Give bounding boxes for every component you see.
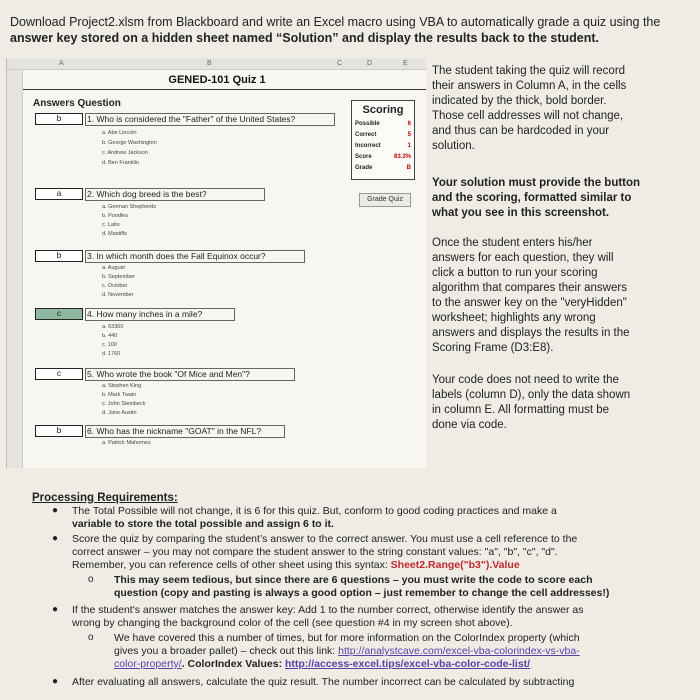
col-b-header: B xyxy=(207,60,212,67)
score-value: 5 xyxy=(407,132,411,138)
text-line: answers and displays the results in the xyxy=(432,327,630,339)
choice-1c: c. Andrew Jackson xyxy=(102,150,148,156)
score-value: B xyxy=(406,165,411,171)
score-label: Grade xyxy=(355,165,373,171)
text-line: labels (column D), only the data shown xyxy=(432,389,631,401)
score-row-score xyxy=(355,154,413,160)
circle-bullet-icon: o xyxy=(88,574,94,585)
req-2-sub xyxy=(114,574,609,600)
score-row-grade xyxy=(355,165,413,171)
row-numbers xyxy=(7,70,23,468)
text-line xyxy=(72,559,577,572)
question-5: 5. Who wrote the book "Of Mice and Men"? xyxy=(87,369,250,379)
scoring-frame xyxy=(351,100,415,180)
score-value: 1 xyxy=(407,143,411,149)
choice-3d: d. November xyxy=(102,292,134,298)
text-line: done via code. xyxy=(432,419,507,431)
choice-5c: c. John Steinbeck xyxy=(102,401,146,407)
text-line: solution. xyxy=(432,140,475,152)
intro-line-1: Download Project2.xlsm from Blackboard and write an Excel macro using VBA to automatically grade a quiz using the xyxy=(10,15,661,29)
text-line: correct answer – you may not compare the student answer to the string constant values: "a", "b", "c", "d". xyxy=(72,546,558,558)
score-row-incorrect xyxy=(355,143,413,149)
answer-cell-3[interactable]: b xyxy=(35,250,83,262)
text-line: their answers in Column A, in the cells xyxy=(432,80,627,92)
text-line: The student taking the quiz will record xyxy=(432,65,626,77)
req-3 xyxy=(72,604,584,630)
text-line xyxy=(114,645,580,658)
instructions-p3 xyxy=(432,236,682,356)
choice-5b: b. Mark Twain xyxy=(102,392,137,398)
text-line: Scoring Frame (D3:E8). xyxy=(432,342,554,354)
req-1 xyxy=(72,505,557,531)
text-line: Your solution must provide the button xyxy=(432,177,641,189)
instructions-p1 xyxy=(432,64,682,154)
code-snippet: Sheet2.Range("b3").Value xyxy=(390,559,520,571)
choice-2d: d. Mastiffs xyxy=(102,231,127,237)
text-line: question (copy and pasting is always a good option – just remember to change the cell addresses!) xyxy=(114,587,610,599)
choice-1d: d. Ben Franklin xyxy=(102,160,139,166)
instructions-p2 xyxy=(432,176,682,221)
spreadsheet xyxy=(6,58,426,468)
answer-cell-2[interactable]: a xyxy=(35,188,83,200)
grade-quiz-button[interactable]: Grade Quiz xyxy=(359,193,411,207)
text-line: This may seem tedious, but since there are 6 questions – you must write the code to score each xyxy=(114,574,593,586)
bullet-icon: ● xyxy=(52,604,59,615)
question-6: 6. Who has the nickname "GOAT" in the NFL? xyxy=(87,426,262,436)
text-span: gives you a broader pallet) – check out this link: xyxy=(114,645,339,657)
text-line: worksheet; highlights any wrong xyxy=(432,312,596,324)
text-line: in column E. All formatting must be xyxy=(432,404,610,416)
quiz-title: GENED-101 Quiz 1 xyxy=(168,74,266,86)
score-row-correct xyxy=(355,132,413,138)
answer-cell-1[interactable]: b xyxy=(35,113,83,125)
text-line: Your code does not need to write the xyxy=(432,374,619,386)
text-line xyxy=(114,658,580,671)
text-line: click a button to run your scoring xyxy=(432,267,598,279)
answers-question-header: Answers Question xyxy=(33,98,121,109)
intro-line-2: answer key stored on a hidden sheet named “Solution” and display the results back to the student. xyxy=(10,31,600,45)
answer-cell-6[interactable]: b xyxy=(35,425,83,437)
bullet-icon: ● xyxy=(52,505,59,516)
score-row-possible xyxy=(355,121,413,127)
choice-3c: c. October xyxy=(102,283,128,289)
title-border xyxy=(23,89,426,90)
choice-4c: c. 100 xyxy=(102,342,117,348)
text-line: what you see in this screenshot. xyxy=(432,207,610,219)
score-label: Possible xyxy=(355,121,380,127)
choice-3a: a. August xyxy=(102,265,125,271)
req-4: After evaluating all answers, calculate the quiz result. The number incorrect can be calculated by subtracting xyxy=(72,676,575,688)
text-line: Score the quiz by comparing the student’s answer to the correct answer. You must use a cell reference to the xyxy=(72,533,578,545)
choice-2b: b. Poodles xyxy=(102,213,128,219)
question-2: 2. Which dog breed is the best? xyxy=(87,189,207,199)
column-header xyxy=(7,58,426,70)
col-e-header: E xyxy=(403,60,408,67)
score-value: 83.3% xyxy=(393,154,411,160)
col-a-header: A xyxy=(59,60,64,67)
question-1: 1. Who is considered the "Father" of the United States? xyxy=(87,114,296,124)
question-4: 4. How many inches in a mile? xyxy=(87,309,203,319)
processing-title: Processing Requirements: xyxy=(32,492,178,504)
choice-6a: a. Patrick Mahomes xyxy=(102,440,151,446)
text-span: . ColorIndex Values: xyxy=(181,658,285,670)
choice-5a: a. Stephen King xyxy=(102,383,142,389)
intro-text xyxy=(10,14,690,46)
text-span: Remember, you can reference cells of other sheet using this syntax: xyxy=(72,559,391,571)
choice-4a: a. 63360 xyxy=(102,324,124,330)
req-2 xyxy=(72,533,577,572)
choice-1b: b. George Washington xyxy=(102,140,157,146)
col-d-header: D xyxy=(367,60,373,67)
col-c-header: C xyxy=(337,60,343,67)
text-line: wrong by changing the background color of the cell (see question #4 in my screen shot above). xyxy=(72,617,513,629)
choice-4b: b. 440 xyxy=(102,333,118,339)
text-line: and the scoring, formatted similar to xyxy=(432,192,632,204)
choice-4d: d. 1760 xyxy=(102,351,121,357)
text-line: variable to store the total possible and assign 6 to it. xyxy=(72,518,334,530)
text-line: The Total Possible will not change, it is 6 for this quiz. But, conform to good coding practices and make a xyxy=(72,505,557,517)
choice-5d: d. Jane Austin xyxy=(102,410,137,416)
score-label: Score xyxy=(355,154,372,160)
bullet-icon: ● xyxy=(52,533,59,544)
text-line: If the student's answer matches the answer key: Add 1 to the number correct, otherwise identify the answer as xyxy=(72,604,584,616)
text-line: Once the student enters his/her xyxy=(432,237,593,249)
text-line: We have covered this a number of times, but for more information on the ColorIndex property (which xyxy=(114,632,580,644)
text-line: answers for each question, they will xyxy=(432,252,614,264)
instructions-p4 xyxy=(432,373,682,433)
text-line: and thus can be hardcoded in your xyxy=(432,125,610,137)
bullet-icon: ● xyxy=(52,676,59,687)
score-label: Incorrect xyxy=(355,143,381,149)
question-3: 3. In which month does the Fall Equinox occur? xyxy=(87,251,266,261)
req-3-sub xyxy=(114,632,580,671)
text-line: Those cell addresses will not change, xyxy=(432,110,624,122)
colorindex-link-cont[interactable]: color-property/ xyxy=(114,658,182,670)
answer-cell-4[interactable]: c xyxy=(35,308,83,320)
choice-3b: b. September xyxy=(102,274,136,280)
choice-2c: c. Labs xyxy=(102,222,120,228)
color-code-list-link[interactable]: http://access-excel.tips/excel-vba-color-code-list/ xyxy=(284,658,531,670)
choice-2a: a. German Shepherds xyxy=(102,204,157,210)
score-label: Correct xyxy=(355,132,377,138)
choice-1a: a. Abe Lincoln xyxy=(102,130,137,136)
circle-bullet-icon: o xyxy=(88,632,94,643)
text-line: algorithm that compares their answers xyxy=(432,282,627,294)
text-line: to the answer key on the "veryHidden" xyxy=(432,297,627,309)
scoring-title: Scoring xyxy=(362,104,404,116)
colorindex-link[interactable]: http://analystcave.com/excel-vba-colorindex-vs-vba- xyxy=(338,645,580,657)
score-value: 6 xyxy=(407,121,411,127)
text-line: indicated by the thick, bold border. xyxy=(432,95,607,107)
answer-cell-5[interactable]: c xyxy=(35,368,83,380)
